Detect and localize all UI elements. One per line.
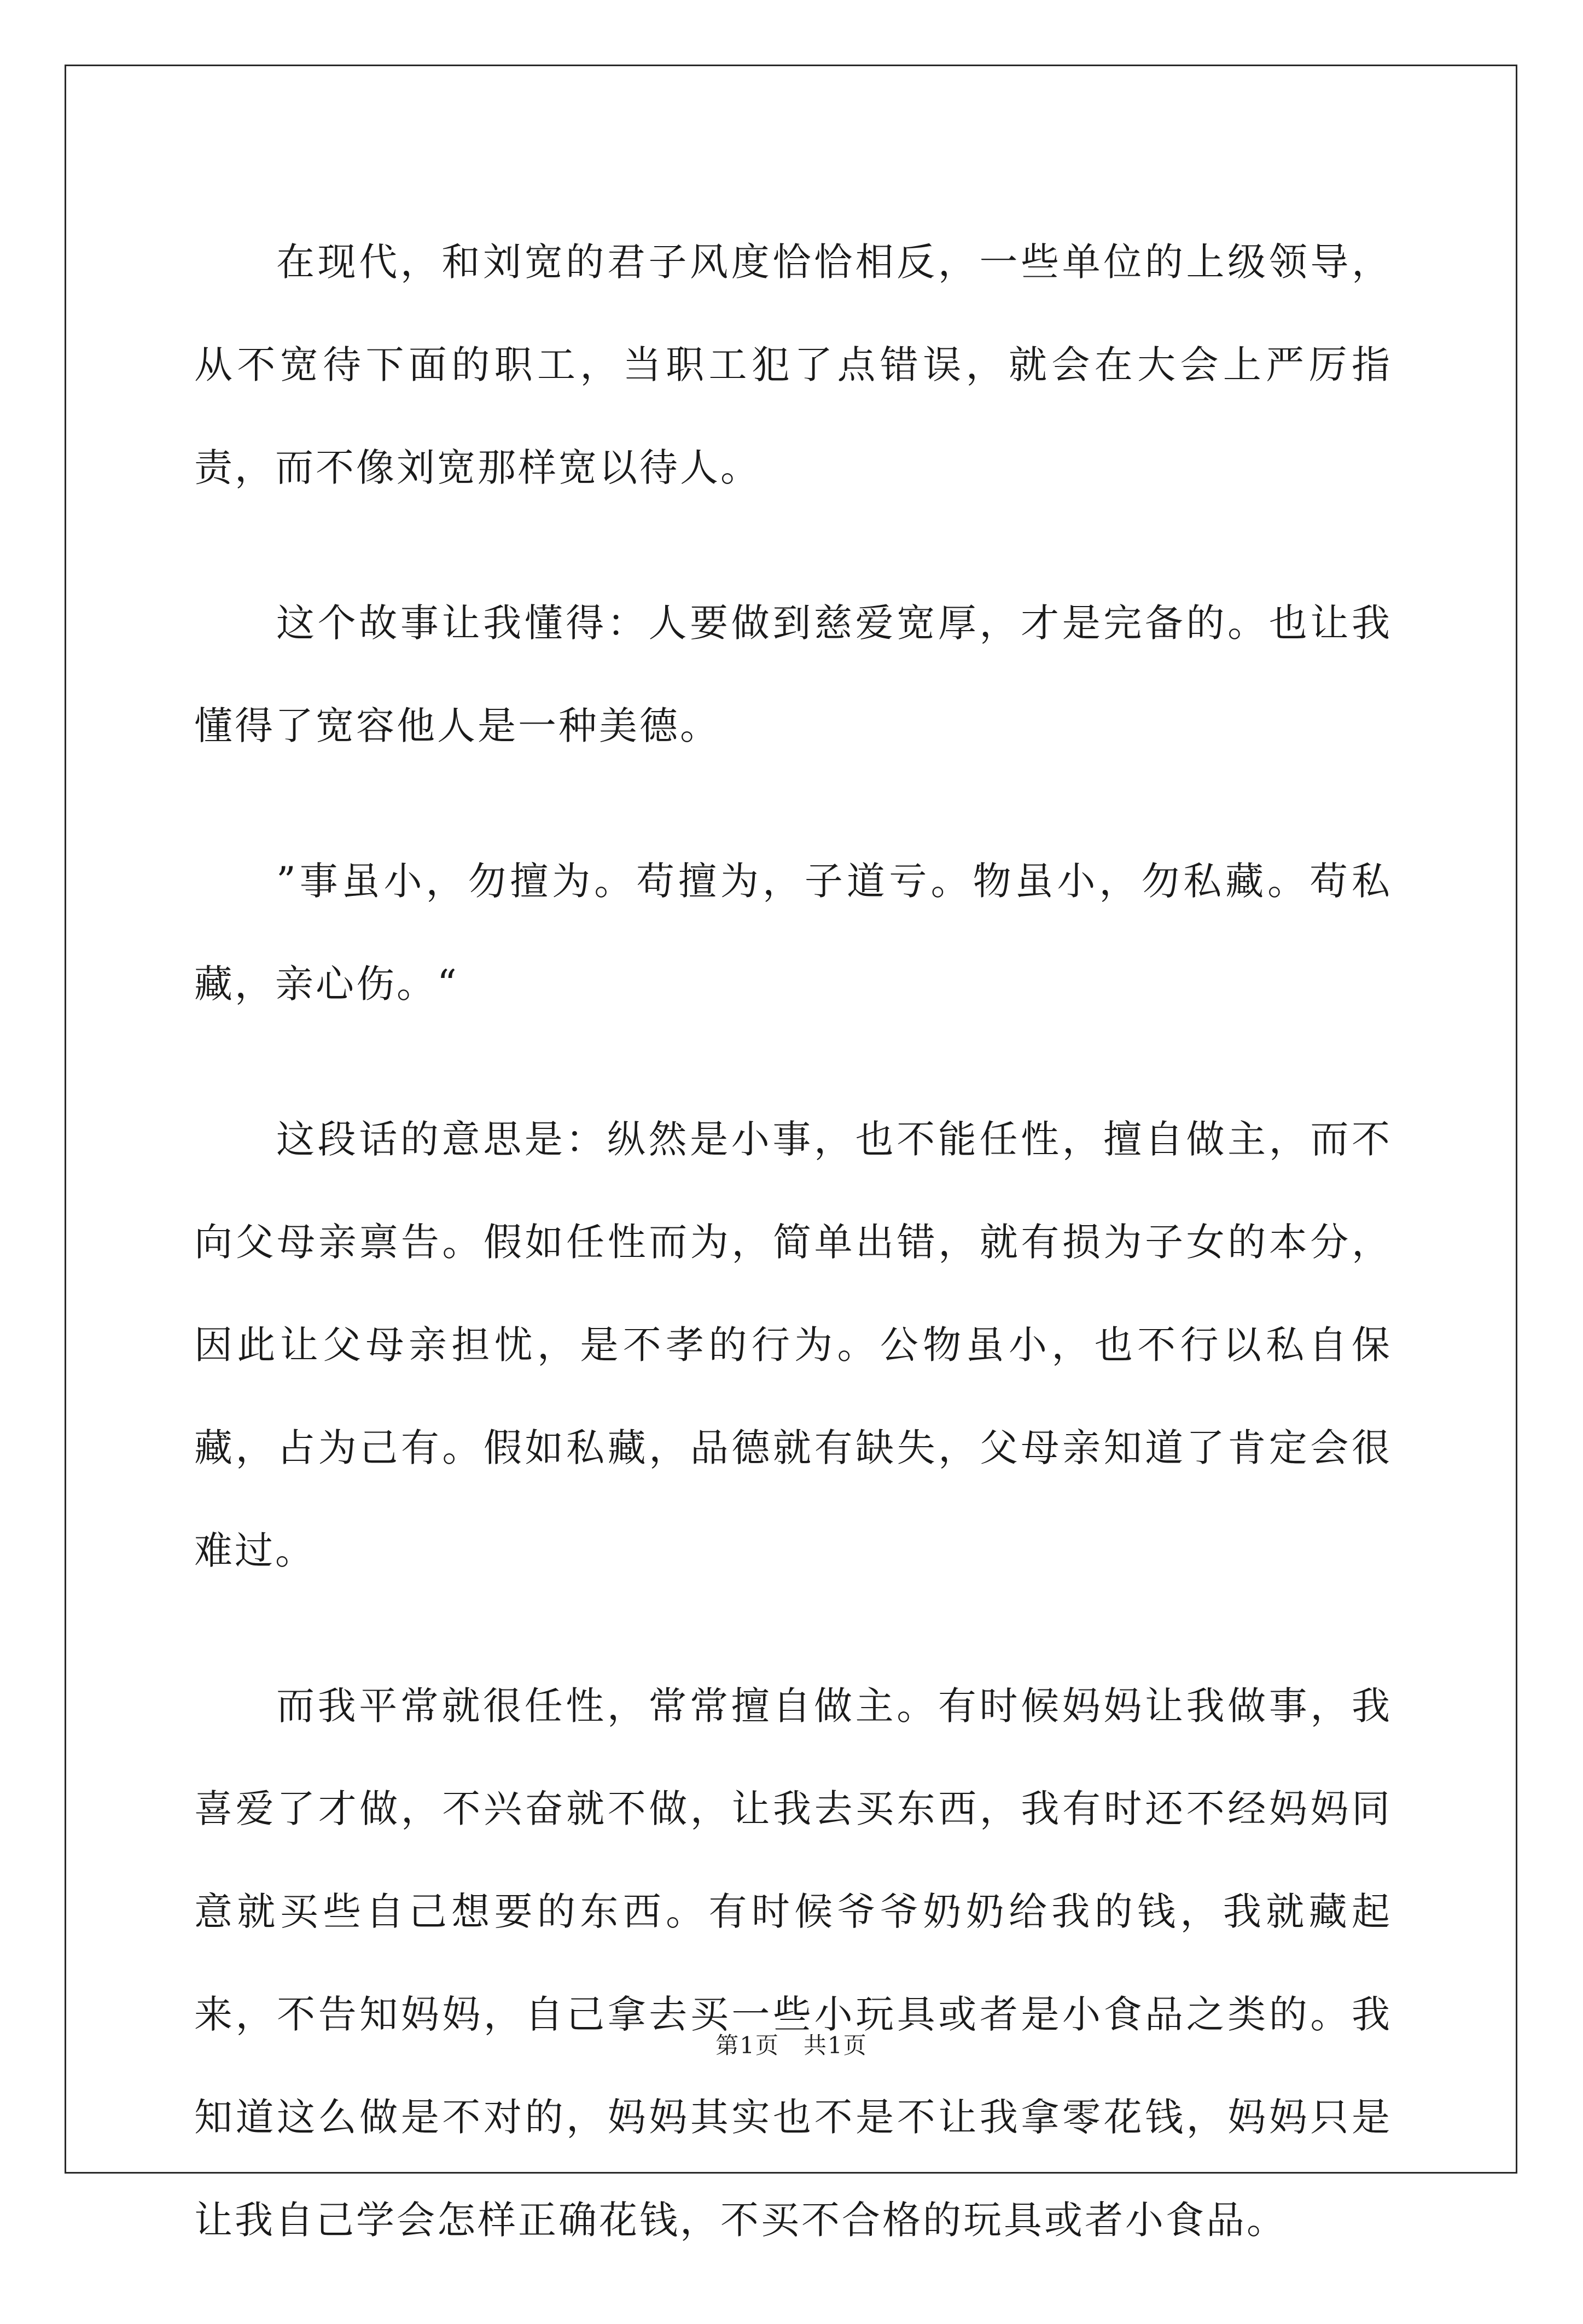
- paragraph-5: 而我平常就很任性，常常擅自做主。有时候妈妈让我做事，我喜爱了才做，不兴奋就不做，让我去买东西，我有时还不经妈妈同意就买些自己想要的东西。有时候爷爷奶奶给我的钱，我就藏起来，不告知妈妈，自己拿去买一些小玩具或者是小食品之类的。我知道这么做是不对的，妈妈其实也不是不让我拿零花钱，妈妈只是让我自己学会怎样正确花钱，不买不合格的玩具或者小食品。: [194, 1684, 1392, 2243]
- paragraph-3: ”事虽小，勿擅为。苟擅为，子道亏。物虽小，勿私藏。苟私藏，亲心伤。“: [194, 859, 1392, 1006]
- page-number-footer: 第1页 共1页: [715, 2032, 868, 2059]
- paragraph-4: 这段话的意思是：纵然是小事，也不能任性，擅自做主，而不向父母亲禀告。假如任性而为，简单出错，就有损为子女的本分，因此让父母亲担忧，是不孝的行为。公物虽小，也不行以私自保藏，占为己有。假如私藏，品德就有缺失，父母亲知道了肯定会很难过。: [194, 1117, 1392, 1573]
- document-body: [194, 211, 1392, 2324]
- paragraph-2: 这个故事让我懂得：人要做到慈爱宽厚，才是完备的。也让我懂得了宽容他人是一种美德。: [194, 601, 1392, 748]
- paragraph-1: 在现代，和刘宽的君子风度恰恰相反，一些单位的上级领导，从不宽待下面的职工，当职工犯了点错误，就会在大会上严厉指责，而不像刘宽那样宽以待人。: [194, 240, 1392, 490]
